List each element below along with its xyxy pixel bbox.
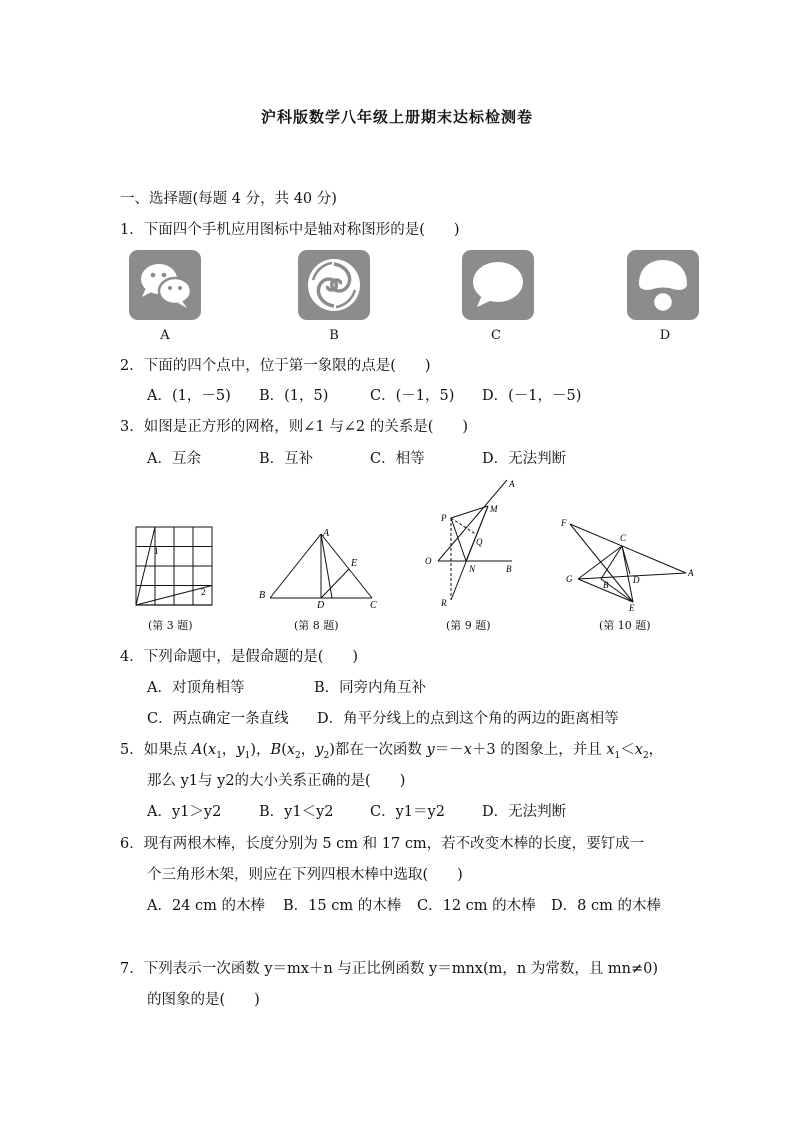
figure-10-diagram bbox=[570, 524, 686, 602]
option-label-c: C bbox=[491, 328, 501, 343]
q2-option-b: B．(1，5) bbox=[259, 388, 329, 404]
q4-option-a: A．对顶角相等 bbox=[147, 680, 245, 696]
fig10-label-f: F bbox=[561, 518, 567, 528]
q3-option-c: C．相等 bbox=[370, 451, 425, 467]
fig10-label-g: G bbox=[566, 574, 573, 584]
caption-fig-9: (第 9 题) bbox=[446, 619, 491, 632]
question-7-line-2: 的图象的是( ) bbox=[147, 992, 260, 1008]
question-4: 4．下列命题中，是假命题的是( ) bbox=[120, 649, 359, 665]
page-title: 沪科版数学八年级上册期末达标检测卷 bbox=[260, 108, 533, 126]
q6-option-b: B．15 cm 的木棒 bbox=[283, 898, 402, 914]
q6-option-c: C．12 cm 的木棒 bbox=[417, 898, 536, 914]
q2-option-d: D．(－1，－5) bbox=[482, 388, 582, 404]
option-label-b: B bbox=[329, 328, 339, 343]
option-label-d: D bbox=[659, 328, 671, 343]
fig9-label-m: M bbox=[490, 504, 498, 514]
fig8-label-b: B bbox=[259, 590, 266, 601]
q2-option-c: C．(－1，5) bbox=[370, 388, 455, 404]
q4-option-c: C．两点确定一条直线 bbox=[147, 711, 289, 727]
mushroom-icon bbox=[627, 250, 699, 320]
section-heading: 一、选择题(每题 4 分，共 40 分) bbox=[120, 191, 337, 207]
fig9-label-r: R bbox=[441, 598, 447, 608]
figure-9-diagram bbox=[438, 480, 512, 600]
option-label-a: A bbox=[160, 328, 170, 343]
fig8-label-c: C bbox=[370, 600, 377, 611]
fig10-label-b: B bbox=[603, 580, 609, 590]
q5-option-a: A．y1＞y2 bbox=[147, 804, 222, 820]
question-2: 2．下面的四个点中，位于第一象限的点是( ) bbox=[120, 358, 431, 374]
question-5-line-1: 5．如果点 $A(x_1$，$y_1$)，$B(x_2$，$y_2$)都在一次函数 y＝－x＋3 的图象上，并且 $x_1<x_2$， bbox=[120, 742, 664, 761]
fig8-label-a: A bbox=[323, 528, 330, 539]
swirl-icon bbox=[298, 250, 370, 320]
fig8-label-d: D bbox=[317, 600, 325, 611]
question-6-line-1: 6．现有两根木棒，长度分别为 5 cm 和 17 cm，若不改变木棒的长度，要钉成一 bbox=[120, 836, 645, 852]
figures-row bbox=[120, 472, 720, 614]
q4-option-d: D．角平分线上的点到这个角的两边的距离相等 bbox=[317, 711, 619, 727]
fig9-label-n: N bbox=[469, 564, 476, 574]
fig3-label-1: 1 bbox=[154, 546, 159, 556]
fig3-label-2: 2 bbox=[201, 587, 206, 597]
question-7-line-1: 7．下列表示一次函数 y＝mx＋n 与正比例函数 y＝mnx(m，n 为常数，且 mn≠0) bbox=[120, 961, 659, 977]
q5-option-b: B．y1＜y2 bbox=[259, 804, 334, 820]
fig9-label-q: Q bbox=[476, 537, 483, 547]
caption-fig-8: (第 8 题) bbox=[294, 619, 339, 632]
fig10-label-a: A bbox=[688, 568, 694, 578]
q5-option-c: C．y1＝y2 bbox=[370, 804, 445, 820]
question-3: 3．如图是正方形的网格，则∠1 与∠2 的关系是( ) bbox=[120, 419, 469, 435]
q3-option-b: B．互补 bbox=[259, 451, 314, 467]
question-6-line-2: 个三角形木架，则应在下列四根木棒中选取( ) bbox=[147, 867, 463, 883]
fig10-label-d: D bbox=[633, 575, 640, 585]
speech-bubble-icon bbox=[462, 250, 534, 320]
q5-option-d: D．无法判断 bbox=[482, 804, 567, 820]
caption-fig-10: (第 10 题) bbox=[599, 619, 651, 632]
question-5-line-2: 那么 y1与 y2的大小关系正确的是( ) bbox=[147, 773, 406, 789]
fig9-label-o: O bbox=[425, 556, 432, 566]
fig9-label-b: B bbox=[506, 564, 512, 574]
q6-option-a: A．24 cm 的木棒 bbox=[147, 898, 266, 914]
fig8-label-e: E bbox=[351, 558, 358, 569]
q2-option-a: A．(1，－5) bbox=[147, 388, 231, 404]
fig9-label-p: P bbox=[441, 513, 447, 523]
fig9-label-a: A bbox=[509, 479, 515, 489]
fig10-label-e: E bbox=[629, 603, 635, 613]
caption-fig-3: (第 3 题) bbox=[148, 619, 193, 632]
question-1: 1．下面四个手机应用图标中是轴对称图形的是( ) bbox=[120, 222, 460, 238]
q3-option-d: D．无法判断 bbox=[482, 451, 567, 467]
q4-option-b: B．同旁内角互补 bbox=[314, 680, 427, 696]
q3-option-a: A．互余 bbox=[147, 451, 201, 467]
fig10-label-c: C bbox=[620, 533, 627, 543]
q6-option-d: D．8 cm 的木棒 bbox=[551, 898, 661, 914]
wechat-icon bbox=[129, 250, 201, 320]
